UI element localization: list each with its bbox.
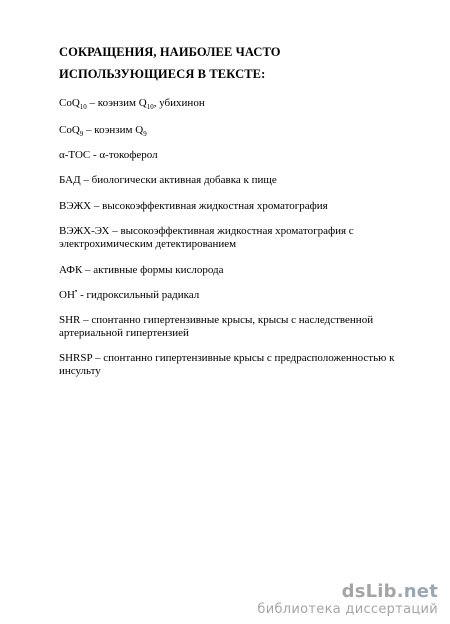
abbreviation-description: – спонтанно гипертензивные крысы с предрасположенностью к инсульту	[59, 352, 395, 377]
abbreviation-description: - α-токоферол	[90, 149, 158, 161]
abbreviation-term: ВЭЖХ-ЭХ	[59, 225, 110, 237]
abbreviation-entry	[59, 97, 205, 110]
abbreviation-entry	[59, 352, 409, 378]
abbreviation-description: – коэнзим $Q_9$	[83, 124, 147, 139]
watermark-logo: dsLib.net	[341, 581, 438, 602]
abbreviation-entry	[59, 174, 277, 187]
abbreviation-entry	[59, 200, 328, 213]
abbreviation-description: – активные формы кислорода	[82, 264, 224, 276]
abbreviation-entry	[59, 289, 199, 302]
abbreviation-entry	[59, 264, 224, 277]
abbreviation-description: – коэнзим $Q_{10}$, убихинон	[86, 97, 205, 112]
abbreviation-description: – высокоэффективная жидкостная хроматография	[91, 200, 328, 212]
abbreviation-term: CoQ$_9$	[59, 124, 84, 139]
abbreviation-description: – высокоэффективная жидкостная хроматография с электрохимическим детектированием	[59, 225, 354, 250]
abbreviation-term: SHRSP	[59, 352, 93, 364]
abbreviation-entry	[59, 149, 158, 162]
abbreviation-term: SHR	[59, 314, 81, 326]
abbreviation-entry	[59, 225, 409, 251]
watermark-subtitle: библиотека диссертаций	[257, 602, 438, 617]
abbreviation-term: ВЭЖХ	[59, 200, 92, 212]
abbreviation-description: – спонтанно гипертензивные крысы, крысы с наследственной артериальной гипертензией	[59, 314, 374, 339]
abbreviation-entry	[59, 124, 147, 137]
abbreviation-term: БАД	[59, 174, 81, 186]
abbreviation-term: CoQ$_{10}$	[59, 97, 87, 112]
abbreviation-description: – биологически активная добавка к пище	[80, 174, 277, 186]
abbreviation-description: - гидроксильный радикал	[77, 289, 200, 301]
abbreviation-term: АФК	[59, 264, 83, 276]
page-heading: СОКРАЩЕНИЯ, НАИБОЛЕЕ ЧАСТО ИСПОЛЬЗУЮЩИЕСЯ В ТЕКСТЕ:	[59, 45, 281, 81]
abbreviation-term: α-TOC	[59, 149, 91, 161]
abbreviation-entry	[59, 314, 409, 340]
site-watermark	[257, 582, 438, 618]
abbreviation-term: OH•	[59, 287, 78, 301]
